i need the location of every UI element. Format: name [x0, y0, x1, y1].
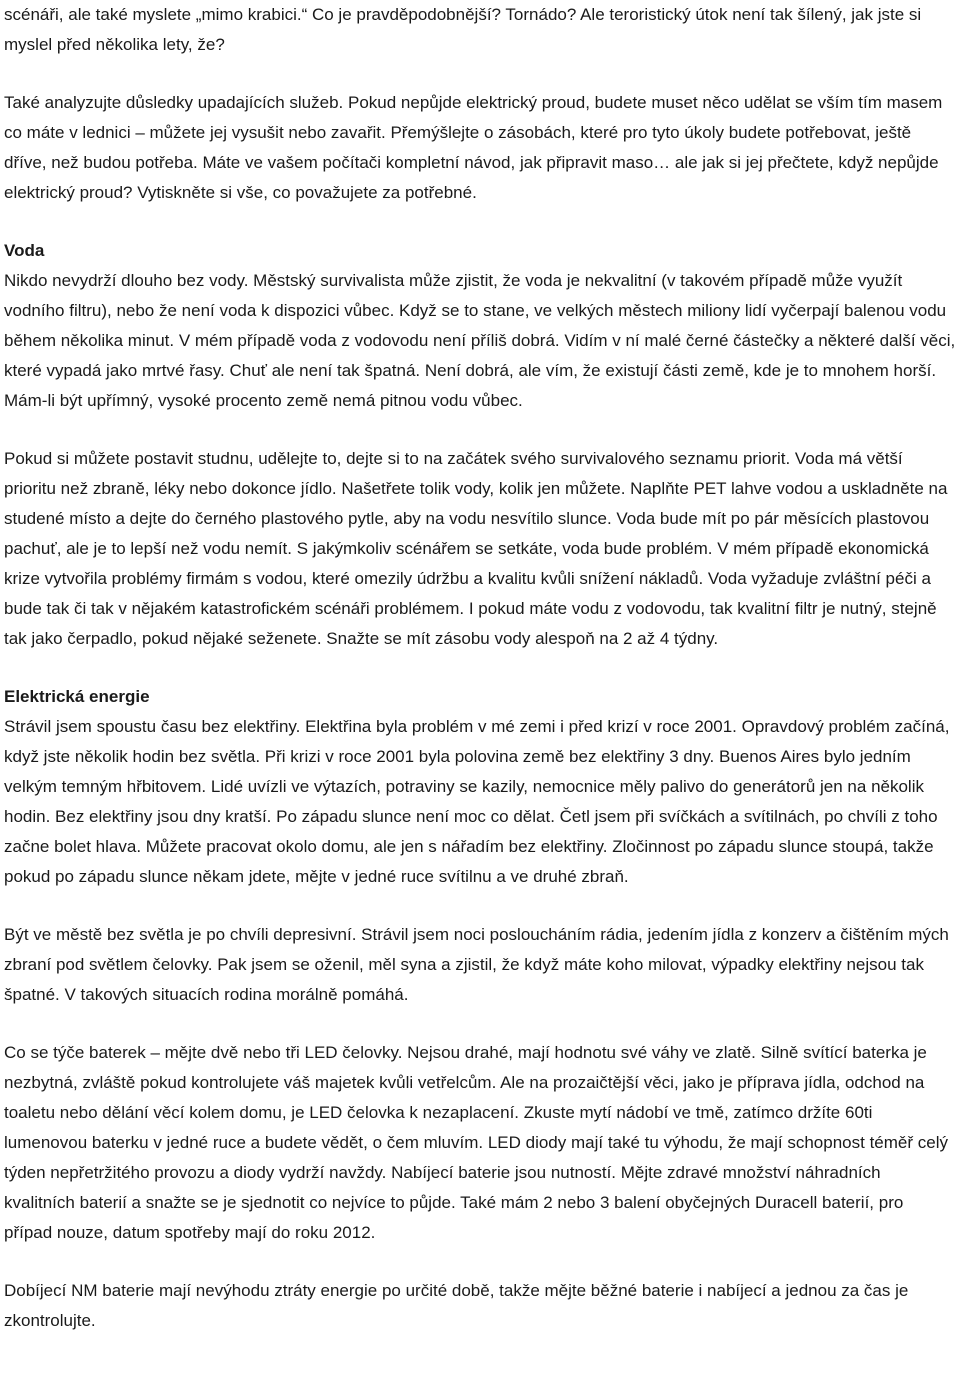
paragraph-gap: [4, 1010, 956, 1038]
section-heading-water: Voda: [4, 241, 45, 260]
paragraph-gap: [4, 654, 956, 682]
paragraph-water-2: Pokud si můžete postavit studnu, udělejte to, dejte si to na začátek svého survivalového seznamu priorit. Voda má větší prioritu než zbraně, léky nebo dokonce jídlo. Našetřete tolik vody, kolik jen můžete. Naplňte PET lahve vodou a uskladněte na studené místo a dejte do černého plastového pytle, aby na vodu nesvítilo slunce. Voda bude mít po pár měsících plastovou pachuť, ale je to lepší než vodu nemít. S jakýmkoliv scénářem se setkáte, voda bude problém. V mém případě ekonomická krize vytvořila problémy firmám s vodou, které omezily údržbu a kvalitu kvůli snížení nákladů. Voda vyžaduje zvláštní péči a bude tak či tak v nějakém katastrofickém scénáři problémem. I pokud máte vodu z vodovodu, tak kvalitní filtr je nutný, stejně tak jako čerpadlo, pokud nějaké seženete. Snažte se mít zásobu vody alespoň na 2 až 4 týdny.: [4, 449, 948, 648]
section-heading-electricity: Elektrická energie: [4, 687, 150, 706]
paragraph-gap: [4, 1248, 956, 1276]
paragraph-electricity-1: Strávil jsem spoustu času bez elektřiny. Elektřina byla problém v mé zemi i před krizí v roce 2001. Opravdový problém začíná, když jste několik hodin bez světla. Při krizi v roce 2001 byla polovina země bez elektřiny 3 dny. Buenos Aires bylo jedním velkým temným hřbitovem. Lidé uvízli ve výtazích, potraviny se kazily, nemocnice měly palivo do generátorů jen na několik hodin. Bez elektřiny jsou dny kratší. Po západu slunce není moc co dělat. Četl jsem při svíčkách a svítilnách, po chvíli z toho začne bolet hlava. Můžete pracovat okolo domu, ale jen s nářadím bez elektřiny. Zločinnost po západu slunce stoupá, takže pokud po západu slunce někam jdete, mějte v jedné ruce svítilnu a ve druhé zbraň.: [4, 717, 950, 886]
paragraph-gap: [4, 208, 956, 236]
paragraph-gap: [4, 892, 956, 920]
paragraph-electricity-3: Co se týče baterek – mějte dvě nebo tři LED čelovky. Nejsou drahé, mají hodnotu své váhy ve zlatě. Silně svítící baterka je nezbytná, zvláště pokud kontrolujete váš majetek kvůli vetřelcům. Ale na prozaičtější věci, jako je příprava jídla, odchod na toaletu nebo dělání věcí kolem domu, je LED čelovka k nezaplacení. Zkuste mytí nádobí ve tmě, zatímco držíte 60ti lumenovou baterku v jedné ruce a budete vědět, o čem mluvím. LED diody mají také tu výhodu, že mají schopnost téměř celý týden nepřetržitého provozu a diody vydrží navždy. Nabíjecí baterie jsou nutností. Mějte zdravé množství náhradních kvalitních baterií a snažte se je sjednotit co nejvíce to půjde. Také mám 2 nebo 3 balení obyčejných Duracell baterií, pro případ nouze, datum spotřeby mají do roku 2012.: [4, 1043, 948, 1242]
paragraph-electricity-4: Dobíjecí NM baterie mají nevýhodu ztráty energie po určité době, takže mějte běžné baterie i nabíjecí a jednou za čas je zkontrolujte.: [4, 1281, 909, 1330]
document-page: [4, 0, 956, 1336]
paragraph-intro-1: scénáři, ale také myslete „mimo krabici.“ Co je pravděpodobnější? Tornádo? Ale teroristický útok není tak šílený, jak jste si myslel před několika lety, že?: [4, 5, 922, 54]
paragraph-electricity-2: Být ve městě bez světla je po chvíli depresivní. Strávil jsem noci posloucháním rádia, jedením jídla z konzerv a čištěním mých zbraní pod světlem čelovky. Pak jsem se oženil, měl syna a zjistil, že když máte koho milovat, výpadky elektřiny nejsou tak špatné. V takových situacích rodina morálně pomáhá.: [4, 925, 949, 1004]
paragraph-gap: [4, 416, 956, 444]
paragraph-intro-2: Také analyzujte důsledky upadajících služeb. Pokud nepůjde elektrický proud, budete muset něco udělat se vším tím masem co máte v lednici – můžete jej vysušit nebo zavařit. Přemýšlejte o zásobách, které pro tyto úkoly budete potřebovat, ještě dříve, než budou potřeba. Máte ve vašem počítači kompletní návod, jak připravit maso… ale jak si jej přečtete, když nepůjde elektrický proud? Vytiskněte si vše, co považujete za potřebné.: [4, 93, 943, 202]
paragraph-gap: [4, 60, 956, 88]
paragraph-water-1: Nikdo nevydrží dlouho bez vody. Městský survivalista může zjistit, že voda je nekvalitní (v takovém případě může využít vodního filtru), nebo že není voda k dispozici vůbec. Když se to stane, ve velkých městech miliony lidí vyčerpají balenou vodu během několika minut. V mém případě voda z vodovodu není příliš dobrá. Vidím v ní malé černé částečky a některé další věci, které vypadá jako mrtvé řasy. Chuť ale není tak špatná. Není dobrá, ale vím, že existují části země, kde je to mnohem horší. Mám-li být upřímný, vysoké procento země nemá pitnou vodu vůbec.: [4, 271, 956, 410]
